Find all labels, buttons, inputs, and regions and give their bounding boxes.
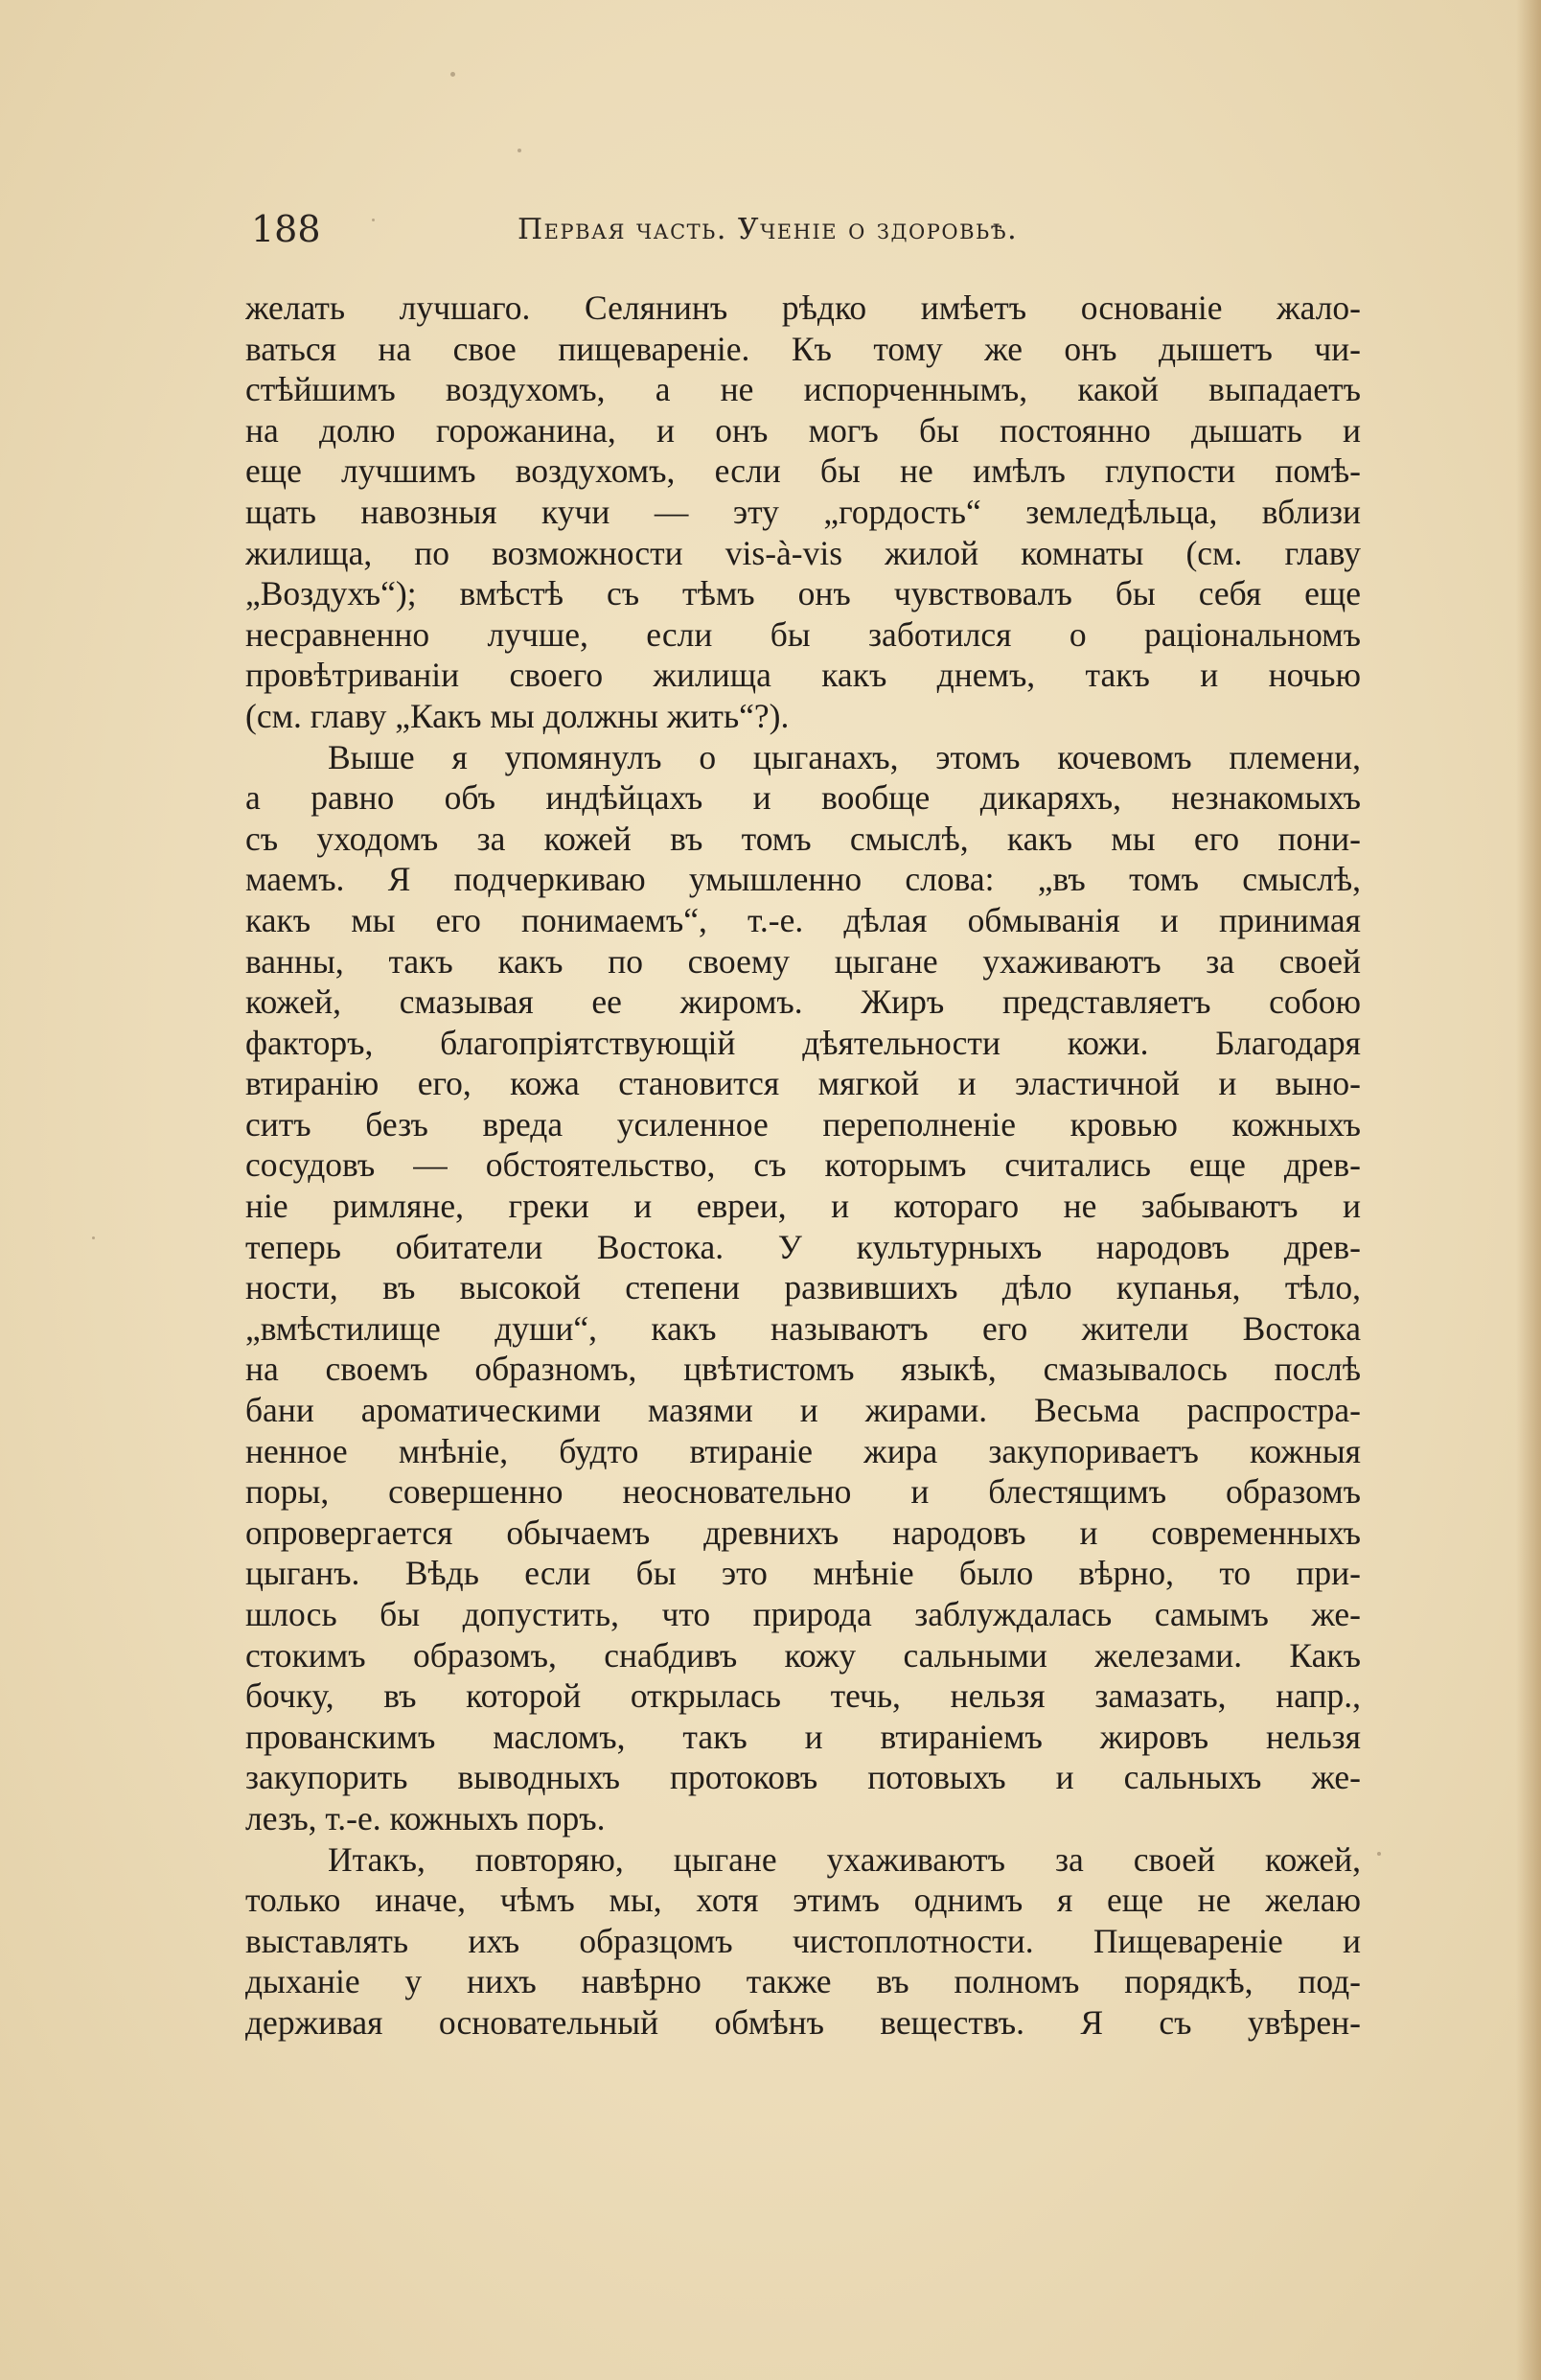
text-line: опровергается обычаемъ древнихъ народовъ и современныхъ	[245, 1513, 1361, 1552]
text-line: сосудовъ — обстоятельство, съ которымъ считались еще древ-	[245, 1145, 1361, 1185]
text-line: закупорить выводныхъ протоковъ потовыхъ и сальныхъ же-	[245, 1758, 1361, 1797]
text-line: стѣйшимъ воздухомъ, а не испорченнымъ, какой выпадаетъ	[245, 370, 1361, 409]
text-line: факторъ, благопріятствующій дѣятельности кожи. Благодаря	[245, 1023, 1361, 1062]
text-line: теперь обитатели Востока. У культурныхъ народовъ древ-	[245, 1227, 1361, 1266]
text-line: бочку, въ которой открылась течь, нельзя замазать, напр.,	[245, 1676, 1361, 1716]
text-line: (см. главу „Какъ мы должны жить“?).	[245, 696, 790, 735]
text-line: шлось бы допустить, что природа заблуждалась самымъ же-	[245, 1595, 1361, 1633]
paper-speck	[92, 1236, 95, 1239]
text-line: а равно объ индѣйцахъ и вообще дикаряхъ, незнакомыхъ	[245, 778, 1361, 818]
paragraph	[245, 288, 1361, 737]
text-line: щать навозныя кучи — эту „гордость“ земледѣльца, вблизи	[245, 492, 1361, 531]
text-line: на своемъ образномъ, цвѣтистомъ языкѣ, смазывалось послѣ	[245, 1350, 1361, 1389]
text-line: Итакъ, повторяю, цыгане ухаживаютъ за своей кожей,	[328, 1839, 1361, 1879]
text-line: ніе римляне, греки и евреи, и котораго не забываютъ и	[245, 1187, 1361, 1226]
text-line: стокимъ образомъ, снабдивъ кожу сальными железами. Какъ	[245, 1635, 1361, 1675]
text-line: Выше я упомянулъ о цыганахъ, этомъ кочевомъ племени,	[328, 737, 1361, 776]
text-line: ваться на свое пищевареніе. Къ тому же онъ дышетъ чи-	[245, 329, 1361, 368]
paragraph	[245, 737, 1361, 1839]
text-line: провѣтриваніи своего жилища какъ днемъ, такъ и ночью	[245, 656, 1361, 695]
text-line: дыханіе у нихъ навѣрно также въ полномъ порядкѣ, под-	[245, 1962, 1361, 2001]
paper-speck	[450, 72, 455, 77]
text-line: только иначе, чѣмъ мы, хотя этимъ однимъ я еще не желаю	[245, 1881, 1361, 1920]
running-title: Первая часть. Ученіе о здоровьѣ.	[518, 213, 1019, 246]
text-line: на долю горожанина, и онъ могъ бы постоянно дышать и	[245, 410, 1361, 450]
text-line: прованскимъ масломъ, такъ и втираніемъ жировъ нельзя	[245, 1717, 1361, 1756]
text-line: лезъ, т.-е. кожныхъ поръ.	[245, 1798, 606, 1837]
text-line: съ уходомъ за кожей въ томъ смыслѣ, какъ мы его пони-	[245, 819, 1361, 858]
text-line: бани ароматическими мазями и жирами. Весьма распростра-	[245, 1391, 1361, 1430]
text-line: жилища, по возможности vis-à-vis жилой комнаты (см. главу	[245, 533, 1361, 572]
text-line: ситъ безъ вреда усиленное переполненіе кровью кожныхъ	[245, 1104, 1361, 1144]
text-line: „Воздухъ“); вмѣстѣ съ тѣмъ онъ чувствовалъ бы себя еще	[245, 574, 1361, 613]
text-line: какъ мы его понимаемъ“, т.-е. дѣлая обмыванія и принимая	[245, 900, 1361, 939]
text-line: еще лучшимъ воздухомъ, если бы не имѣлъ глупости помѣ-	[245, 451, 1361, 491]
text-line: цыганъ. Вѣдь если бы это мнѣніе было вѣрно, то при-	[245, 1554, 1361, 1593]
text-line: поры, совершенно неосновательно и блестящимъ образомъ	[245, 1472, 1361, 1512]
text-line: выставлять ихъ образцомъ чистоплотности. Пищевареніе и	[245, 1921, 1361, 1960]
text-line: втиранію его, кожа становится мягкой и эластичной и выно-	[245, 1064, 1361, 1103]
text-line: кожей, смазывая ее жиромъ. Жиръ представляетъ собою	[245, 982, 1361, 1022]
text-line: ненное мнѣніе, будто втираніе жира закупориваетъ кожныя	[245, 1431, 1361, 1470]
paper-speck	[1377, 1852, 1381, 1856]
page-number: 188	[251, 208, 321, 250]
paragraph	[245, 1839, 1361, 2044]
text-line: ности, въ высокой степени развившихъ дѣло купанья, тѣло,	[245, 1268, 1361, 1307]
text-line: держивая основательный обмѣнъ веществъ. Я съ увѣрен-	[245, 2002, 1361, 2042]
text-line: „вмѣстилище души“, какъ называютъ его жители Востока	[245, 1308, 1361, 1348]
text-line: несравненно лучше, если бы заботился о раціональномъ	[245, 614, 1361, 654]
page-edge-shadow	[1516, 0, 1541, 2380]
text-line: маемъ. Я подчеркиваю умышленно слова: „въ томъ смыслѣ,	[245, 860, 1361, 899]
paper-speck	[518, 149, 521, 152]
text-line: ванны, такъ какъ по своему цыгане ухаживаютъ за своей	[245, 941, 1361, 981]
text-line: желать лучшаго. Селянинъ рѣдко имѣетъ основаніе жало-	[245, 289, 1361, 327]
body-text	[245, 288, 1361, 2044]
running-head	[251, 205, 1363, 253]
